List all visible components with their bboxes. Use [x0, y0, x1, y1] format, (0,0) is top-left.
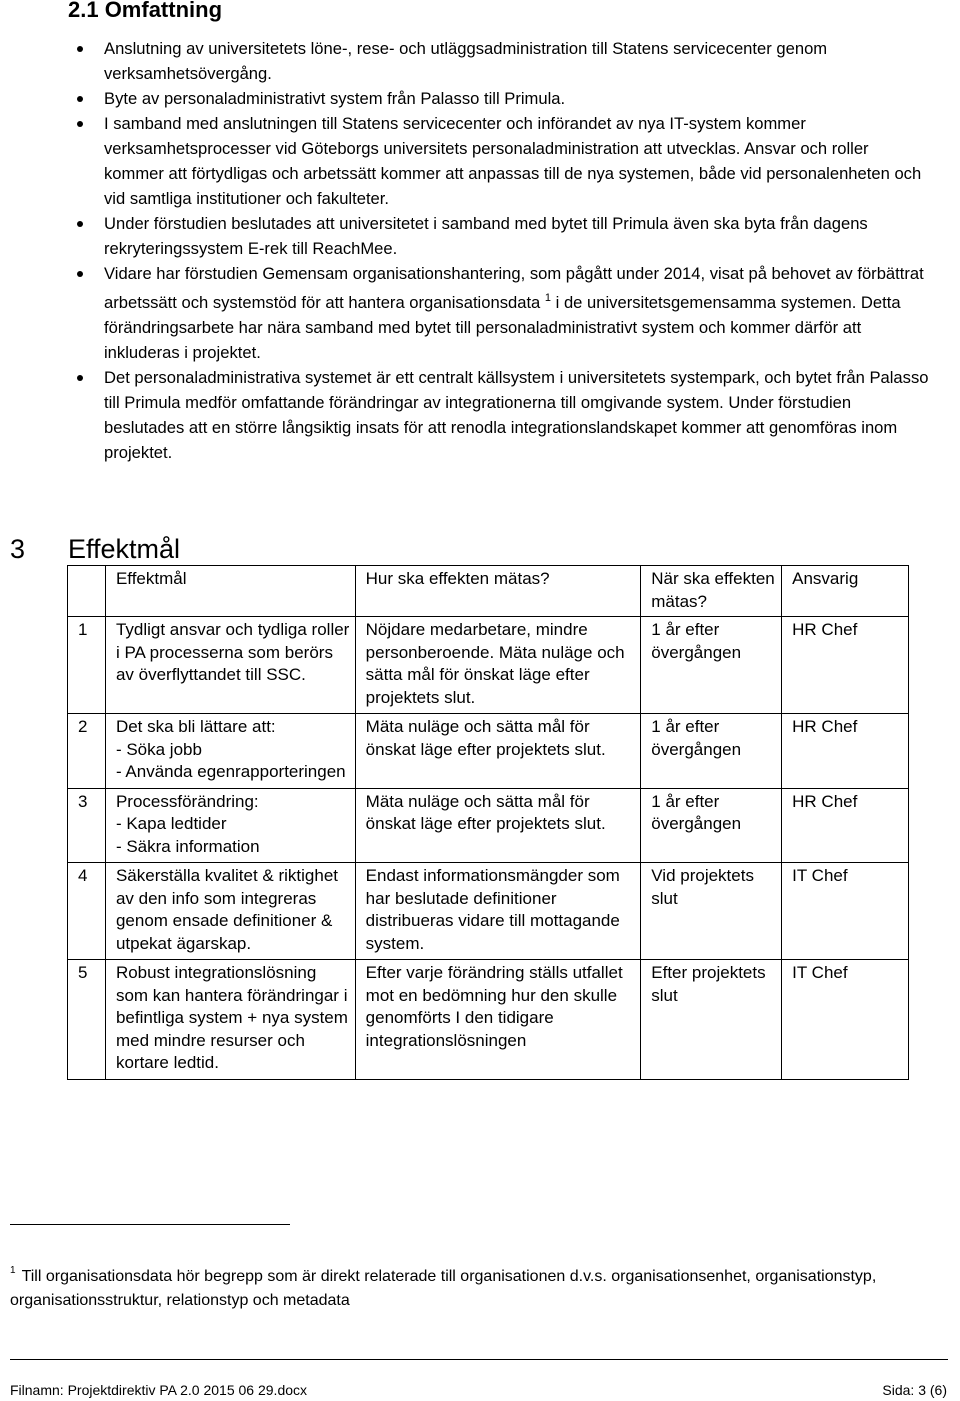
row-number: 5	[68, 960, 106, 1080]
measure-when-cell: Vid projektets slut	[641, 863, 782, 960]
measure-when-cell: 1 år efter övergången	[641, 788, 782, 863]
goal-cell: Det ska bli lättare att: - Söka jobb - Använda egenrapporteringen	[105, 714, 355, 789]
bullet-item	[68, 86, 930, 111]
section-number: 3	[10, 534, 26, 564]
responsible-cell: IT Chef	[782, 960, 909, 1080]
footer-separator	[10, 1359, 948, 1360]
bullet-item	[68, 211, 930, 261]
goal-cell: Robust integrationslösning som kan hantera förändringar i befintliga system + nya system med mindre resurser och kortare ledtid.	[105, 960, 355, 1080]
goal-cell: Processförändring: - Kapa ledtider - Säkra information	[105, 788, 355, 863]
responsible-cell: HR Chef	[782, 617, 909, 714]
measure-how-cell: Nöjdare medarbetare, mindre personberoende. Mäta nuläge och sätta mål för önskat läge efter projektets slut.	[355, 617, 641, 714]
bullet-text-continued: i de universitetsgemensamma systemen. Detta förändringsarbete har nära samband med bytet till personaladministrativt system och kommer därför att inkluderas i projektet.	[104, 293, 901, 362]
footer-filename: Filnamn: Projektdirektiv PA 2.0 2015 06 29.docx	[10, 1382, 308, 1398]
bullet-text: Vidare har förstudien Gemensam organisationshantering, som pågått under 2014, visat på behovet av förbättrat arbetssätt och systemstöd för att hantera organisationsdata	[104, 264, 924, 312]
bullet-item	[68, 261, 930, 365]
column-header-responsible: Ansvarig	[782, 566, 909, 617]
bullet-text: Det personaladministrativa systemet är ett centralt källsystem i universitetets systempark, och bytet från Palasso till Primula medför omfattande förändringar av integrationerna till omgivande system. Under förstudien beslutades att en större långsiktig insats för att renodla integrationslandskapet kommer att genomföras inom projektet.	[104, 368, 929, 462]
footer-page-number: Sida: 3 (6)	[882, 1382, 947, 1398]
row-number: 1	[68, 617, 106, 714]
measure-when-cell: 1 år efter övergången	[641, 617, 782, 714]
bullet-text: Byte av personaladministrativt system från Palasso till Primula.	[104, 89, 566, 108]
scope-bullet-list	[68, 36, 930, 465]
footnote-reference[interactable]: 1	[544, 292, 552, 304]
effect-goals-table	[67, 565, 909, 1080]
bullet-item	[68, 111, 930, 211]
bullet-text: Anslutning av universitetets löne-, rese- och utläggsadministration till Statens servicecenter genom verksamhetsövergång.	[104, 39, 828, 83]
table-row	[68, 960, 909, 1080]
section-heading-3	[10, 532, 180, 566]
responsible-cell: HR Chef	[782, 714, 909, 789]
measure-when-cell: 1 år efter övergången	[641, 714, 782, 789]
bullet-dot-icon	[77, 375, 83, 381]
goal-cell: Säkerställa kvalitet & riktighet av den info som integreras genom ensade definitioner & utpekat ägarskap.	[105, 863, 355, 960]
section-heading-2-1: 2.1 Omfattning	[68, 0, 223, 22]
table-row	[68, 788, 909, 863]
bullet-dot-icon	[77, 221, 83, 227]
column-header-when: När ska effekten mätas?	[641, 566, 782, 617]
measure-how-cell: Mäta nuläge och sätta mål för önskat läge efter projektets slut.	[355, 714, 641, 789]
bullet-item	[68, 36, 930, 86]
goal-cell: Tydligt ansvar och tydliga roller i PA processerna som berörs av överflyttandet till SSC.	[105, 617, 355, 714]
column-header-goal: Effektmål	[105, 566, 355, 617]
row-number: 2	[68, 714, 106, 789]
bullet-item	[68, 365, 930, 465]
column-header-how: Hur ska effekten mätas?	[355, 566, 641, 617]
bullet-dot-icon	[77, 46, 83, 52]
section-title: Effektmål	[68, 534, 181, 564]
table-header-row	[68, 566, 909, 617]
bullet-text: Under förstudien beslutades att universitetet i samband med bytet till Primula även ska byta från dagens rekryteringssystem E-rek till ReachMee.	[104, 214, 868, 258]
footnote-separator	[10, 1224, 290, 1225]
responsible-cell: HR Chef	[782, 788, 909, 863]
footnote-text: Till organisationsdata hör begrepp som är direkt relaterade till organisationen d.v.s. organisationsenhet, organisationstyp, organisationsstruktur, relationstyp och metadata	[10, 1268, 877, 1309]
row-number: 4	[68, 863, 106, 960]
bullet-dot-icon	[77, 96, 83, 102]
table-row	[68, 863, 909, 960]
bullet-text: I samband med anslutningen till Statens servicecenter och införandet av nya IT-system kommer verksamhetsprocesser vid Göteborgs universitets personaladministration att utvecklas. Ansvar och roller kommer att förtydligas och arbetssätt kommer att anpassas till de nya systemen, både vid personalenheten och vid samtliga institutioner och fakulteter.	[104, 114, 922, 208]
bullet-dot-icon	[77, 121, 83, 127]
footnote-marker: 1	[10, 1265, 16, 1276]
table-row	[68, 714, 909, 789]
measure-when-cell: Efter projektets slut	[641, 960, 782, 1080]
measure-how-cell: Endast informationsmängder som har beslutade definitioner distribueras vidare till mottagande system.	[355, 863, 641, 960]
column-header-number	[68, 566, 106, 617]
row-number: 3	[68, 788, 106, 863]
footnote	[10, 1259, 940, 1313]
responsible-cell: IT Chef	[782, 863, 909, 960]
measure-how-cell: Efter varje förändring ställs utfallet mot en bedömning hur den skulle genomförts I den tidigare integrationslösningen	[355, 960, 641, 1080]
table-row	[68, 617, 909, 714]
bullet-dot-icon	[77, 271, 83, 277]
measure-how-cell: Mäta nuläge och sätta mål för önskat läge efter projektets slut.	[355, 788, 641, 863]
table-body	[68, 617, 909, 1080]
